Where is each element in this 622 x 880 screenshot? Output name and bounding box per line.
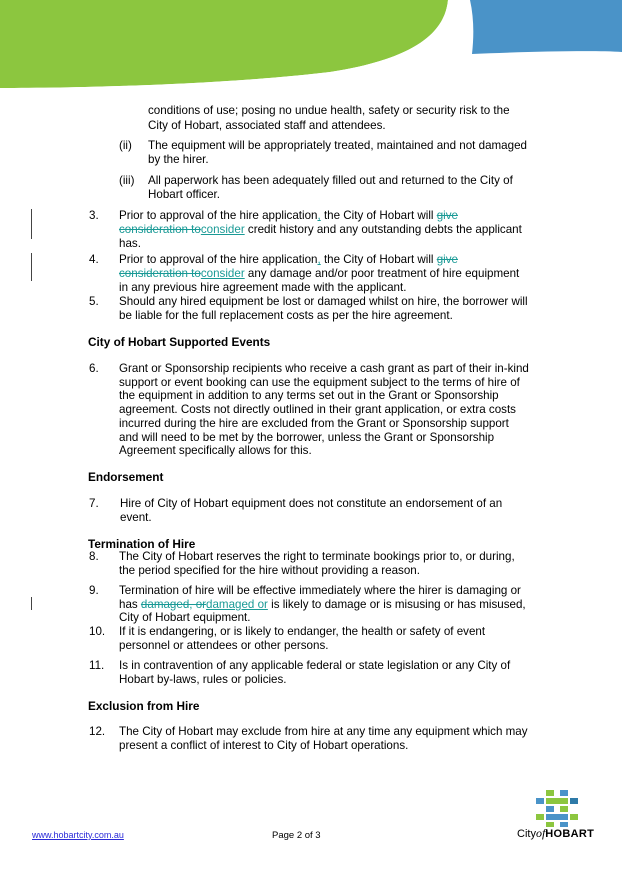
cont-line-1: conditions of use; posing no undue health, safety or security risk to the bbox=[148, 104, 510, 117]
item-3-line-3: has. bbox=[119, 237, 141, 250]
item-6-number: 6. bbox=[89, 362, 99, 375]
item-5-line-2: be liable for the full replacement costs as per the hire agreement. bbox=[119, 309, 453, 322]
header-blue-band bbox=[470, 0, 622, 54]
item-4-line-3: in any previous hire agreement made with the applicant. bbox=[119, 281, 407, 294]
item-4-number: 4. bbox=[89, 253, 99, 266]
header-banner bbox=[0, 0, 622, 90]
item-10-number: 10. bbox=[89, 625, 106, 638]
item-6-line-5: incurred during the hire are excluded from the Grant or Sponsorship support bbox=[119, 417, 509, 430]
item-9-line-2: has damaged, ordamaged or is likely to damage or is misusing or has misused, bbox=[119, 598, 526, 611]
item-6-line-6: and will need to be met by the borrower, unless the Grant or Sponsorship bbox=[119, 431, 495, 444]
item-ii-line-1: The equipment will be appropriately treated, maintained and not damaged bbox=[148, 139, 527, 152]
section-heading-supported-events: City of Hobart Supported Events bbox=[88, 335, 271, 349]
item-9-number: 9. bbox=[89, 584, 99, 597]
item-7-number: 7. bbox=[89, 497, 99, 510]
footer-website-link[interactable]: www.hobartcity.com.au bbox=[32, 830, 124, 840]
section-heading-termination: Termination of Hire bbox=[88, 537, 196, 551]
item-6-line-2: support or event booking can use the equipment subject to the terms of hire of bbox=[119, 376, 520, 389]
item-3-line-1: Prior to approval of the hire application, the City of Hobart will give bbox=[119, 209, 458, 222]
item-7-line-2: event. bbox=[120, 511, 152, 524]
item-12-number: 12. bbox=[89, 725, 106, 738]
item-6-line-1: Grant or Sponsorship recipients who receive a cash grant as part of their in-kind bbox=[119, 362, 529, 375]
logo-wordmark: CityofHOBART bbox=[517, 826, 595, 840]
item-6-line-7: Agreement specifically allows for this. bbox=[119, 444, 312, 457]
item-4-line-2: consideration toconsider any damage and/or poor treatment of hire equipment bbox=[119, 267, 520, 280]
change-bar bbox=[31, 597, 32, 610]
item-10-line-1: If it is endangering, or is likely to endanger, the health or safety of event bbox=[119, 625, 486, 638]
item-ii-number: (ii) bbox=[119, 139, 132, 152]
item-11-line-1: Is in contravention of any applicable federal or state legislation or any City of bbox=[119, 659, 511, 672]
header-green-band bbox=[0, 0, 448, 88]
section-heading-endorsement: Endorsement bbox=[88, 470, 164, 484]
item-5-number: 5. bbox=[89, 295, 99, 308]
item-11-line-2: Hobart by-laws, rules or policies. bbox=[119, 673, 287, 686]
item-8-line-2: the period specified for the hire without providing a reason. bbox=[119, 564, 420, 577]
item-iii-line-2: Hobart officer. bbox=[148, 188, 220, 201]
item-8-line-1: The City of Hobart reserves the right to terminate bookings prior to, or during, bbox=[119, 550, 515, 563]
section-heading-exclusion: Exclusion from Hire bbox=[88, 699, 200, 713]
item-3-line-2: consideration toconsider credit history and any outstanding debts the applicant bbox=[119, 223, 522, 236]
item-7-line-1: Hire of City of Hobart equipment does not constitute an endorsement of an bbox=[120, 497, 503, 510]
change-bar bbox=[31, 253, 32, 281]
item-iii-number: (iii) bbox=[119, 174, 135, 187]
item-9-line-3: City of Hobart equipment. bbox=[119, 611, 251, 624]
item-6-line-4: agreement. Costs not directly outlined in their grant application, or extra costs bbox=[119, 403, 516, 416]
item-11-number: 11. bbox=[89, 659, 105, 672]
item-iii-line-1: All paperwork has been adequately filled out and returned to the City of bbox=[148, 174, 513, 187]
cont-line-2: City of Hobart, associated staff and attendees. bbox=[148, 119, 386, 132]
item-9-line-1: Termination of hire will be effective immediately where the hirer is damaging or bbox=[119, 584, 521, 597]
item-12-line-2: present a conflict of interest to City of Hobart operations. bbox=[119, 739, 409, 752]
item-4-line-1: Prior to approval of the hire application, the City of Hobart will give bbox=[119, 253, 458, 266]
footer-page-number: Page 2 of 3 bbox=[272, 830, 321, 841]
item-3-number: 3. bbox=[89, 209, 99, 222]
item-8-number: 8. bbox=[89, 550, 99, 563]
item-ii-line-2: by the hirer. bbox=[148, 153, 209, 166]
item-12-line-1: The City of Hobart may exclude from hire at any time any equipment which may bbox=[119, 725, 528, 738]
change-bar bbox=[31, 209, 32, 239]
item-6-line-3: the equipment in addition to any terms set out in the Grant or Sponsorship bbox=[119, 389, 499, 402]
item-5-line-1: Should any hired equipment be lost or damaged whilst on hire, the borrower will bbox=[119, 295, 528, 308]
item-10-line-2: personnel or attendees or other persons. bbox=[119, 639, 329, 652]
